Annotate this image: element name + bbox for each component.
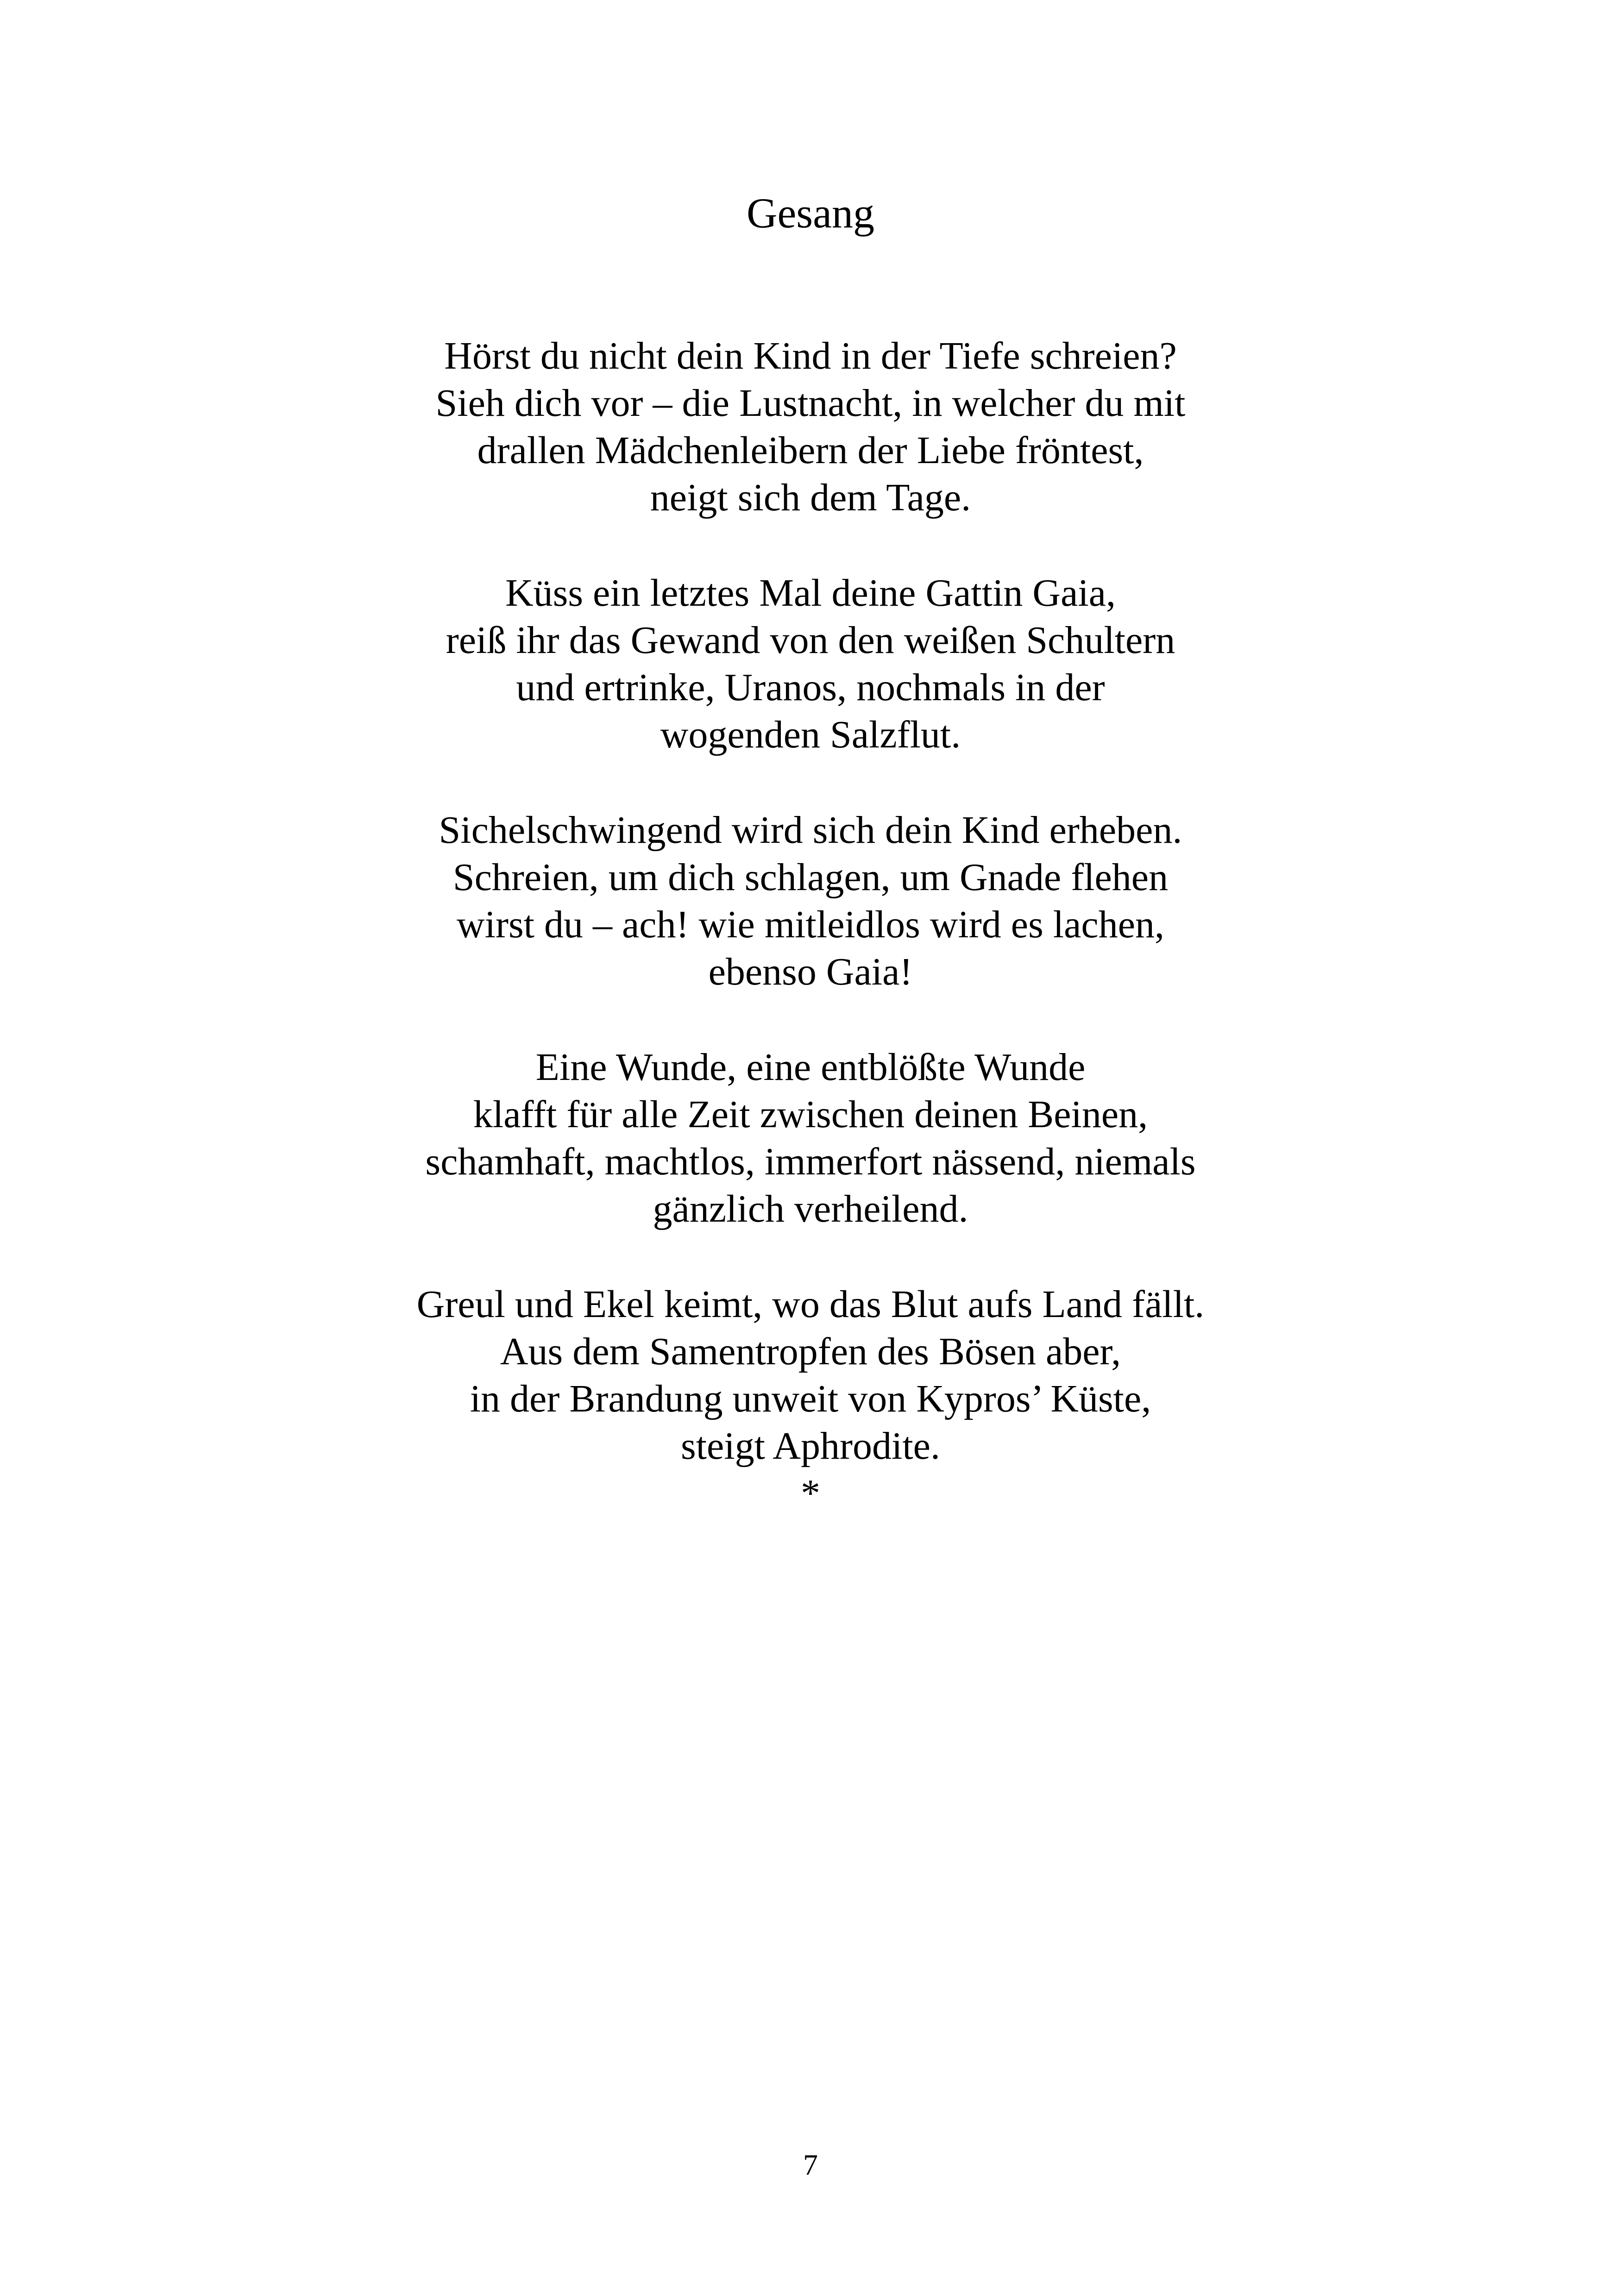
poem-line: Schreien, um dich schlagen, um Gnade flehen [452, 856, 1169, 899]
poem-line: reiß ihr das Gewand von den weißen Schultern [446, 619, 1175, 662]
poem-line: drallen Mädchenleibern der Liebe fröntest, [477, 429, 1144, 472]
poem-line: neigt sich dem Tage. [650, 476, 971, 519]
poem-line: und ertrinke, Uranos, nochmals in der [516, 666, 1105, 709]
poem-body [0, 332, 1621, 1517]
poem-line: gänzlich verheilend. [653, 1187, 968, 1230]
page-number: 7 [803, 2148, 818, 2181]
poem-end-asterisk: * [801, 1472, 820, 1515]
stanza-5 [0, 1281, 1621, 1517]
poem-line: wirst du – ach! wie mitleidlos wird es lachen, [457, 903, 1164, 946]
stanza-3 [0, 807, 1621, 996]
poem-line: steigt Aphrodite. [681, 1424, 940, 1468]
stanza-2 [0, 570, 1621, 759]
poem-line: Eine Wunde, eine entblößte Wunde [535, 1046, 1086, 1089]
poem-line: Sieh dich vor – die Lustnacht, in welcher du mit [435, 382, 1186, 425]
poem-line: Greul und Ekel keimt, wo das Blut aufs Land fällt. [416, 1283, 1205, 1326]
poem-line: in der Brandung unweit von Kypros’ Küste, [470, 1377, 1151, 1420]
poem-title: Gesang [747, 189, 874, 237]
poem-line: wogenden Salzflut. [660, 713, 961, 756]
stanza-1 [0, 332, 1621, 521]
poem-line: Sichelschwingend wird sich dein Kind erheben. [439, 809, 1182, 852]
poem-line: Hörst du nicht dein Kind in der Tiefe schreien? [444, 334, 1177, 377]
stanza-4 [0, 1044, 1621, 1233]
poem-line: klafft für alle Zeit zwischen deinen Beinen, [473, 1093, 1148, 1136]
poem-line: Aus dem Samentropfen des Bösen aber, [500, 1330, 1121, 1373]
poem-line: Küss ein letztes Mal deine Gattin Gaia, [505, 571, 1116, 615]
poem-line: schamhaft, machtlos, immerfort nässend, niemals [425, 1140, 1196, 1183]
poem-line: ebenso Gaia! [708, 950, 913, 993]
